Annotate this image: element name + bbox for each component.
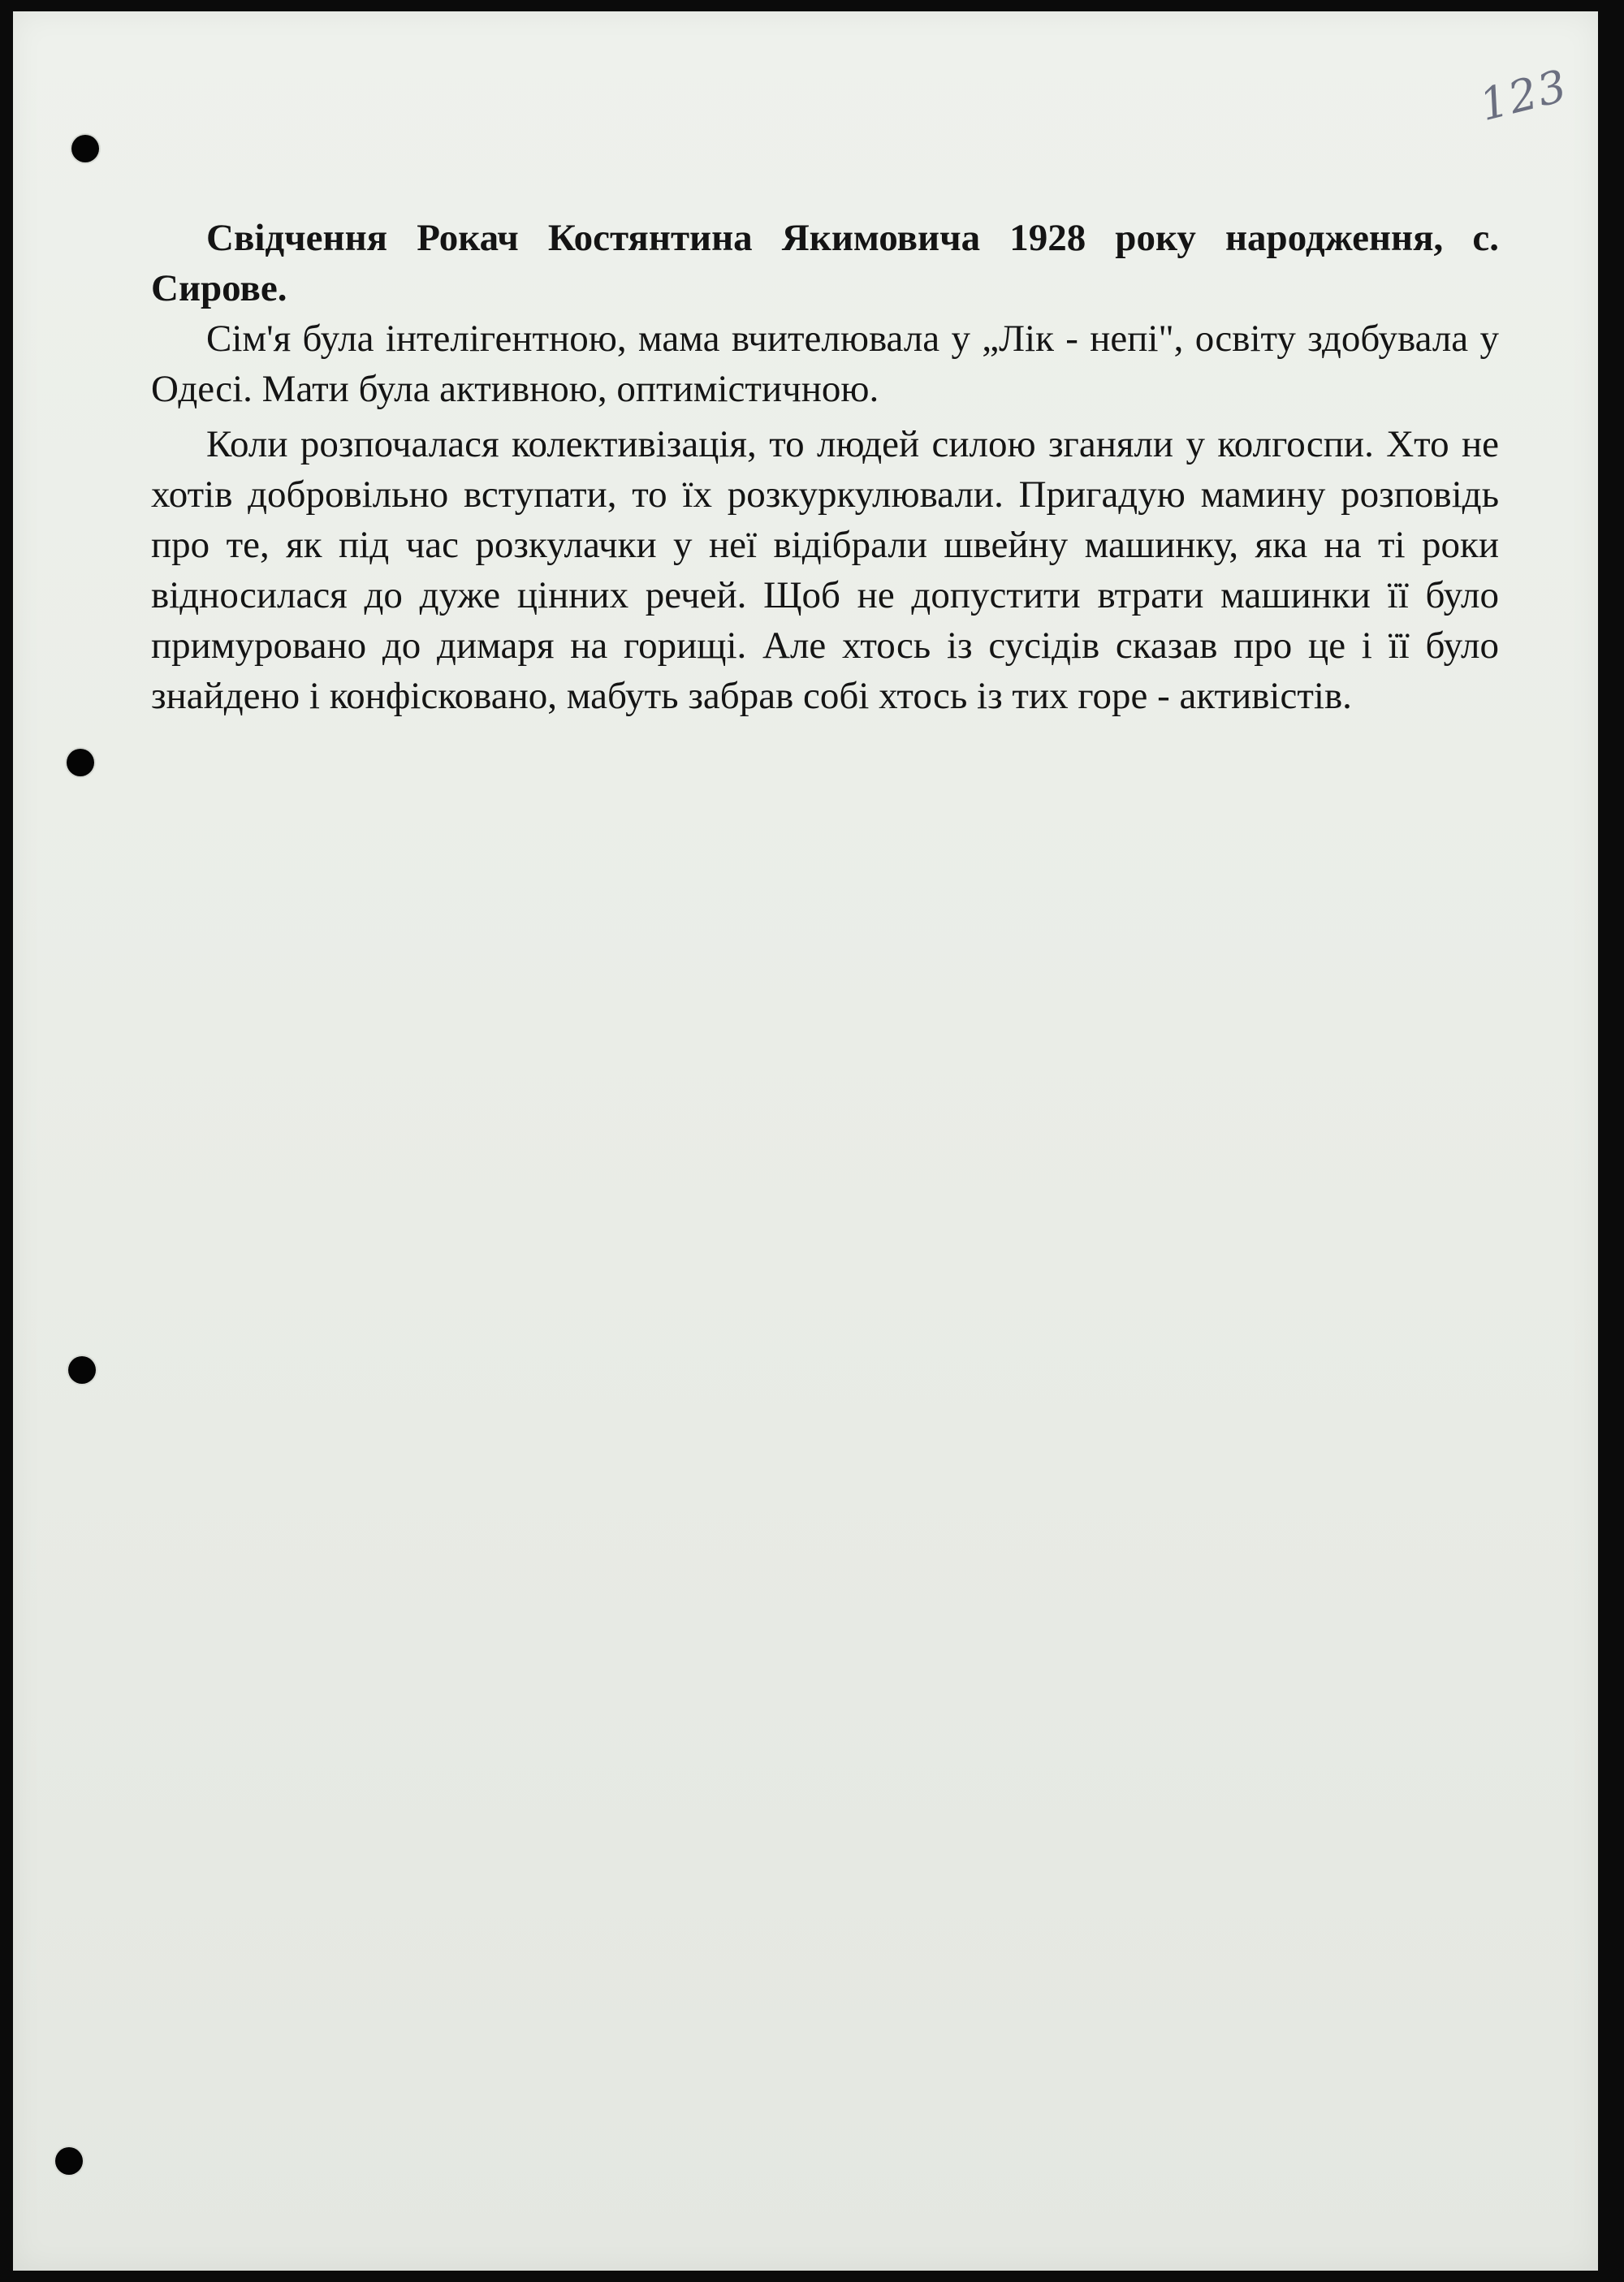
punch-hole-4 <box>55 2147 83 2175</box>
handwritten-page-number: 123 <box>1475 59 1574 132</box>
document-title: Свідчення Рокач Костянтина Якимовича 1928 року народження, с. Сирове. <box>151 217 1499 309</box>
paper-sheet <box>13 11 1598 2271</box>
document-body <box>151 213 1499 721</box>
paragraph-2: Коли розпочалася колективізація, то людей силою зганяли у колгоспи. Хто не хотів добровільно вступати, то їх розкуркулювали. Пригадую мамину розповідь про те, як під час розкулачки у неї відібрали швейну машинку, яка на ті роки відносилася до дуже цінних речей. Щоб не допустити втрати машинки її було примуровано до димаря на горищі. Але хтось із сусідів сказав про це і її було знайдено і конфісковано, мабуть забрав собі хтось із тих горе - активістів. <box>151 423 1499 717</box>
punch-hole-3 <box>68 1356 96 1384</box>
punch-hole-1 <box>71 135 99 162</box>
punch-hole-2 <box>67 749 94 776</box>
paragraph-1: Сім'я була інтелігентною, мама вчителювала у „Лік - непі", освіту здобувала у Одесі. Мати була активною, оптимістичною. <box>151 318 1499 410</box>
